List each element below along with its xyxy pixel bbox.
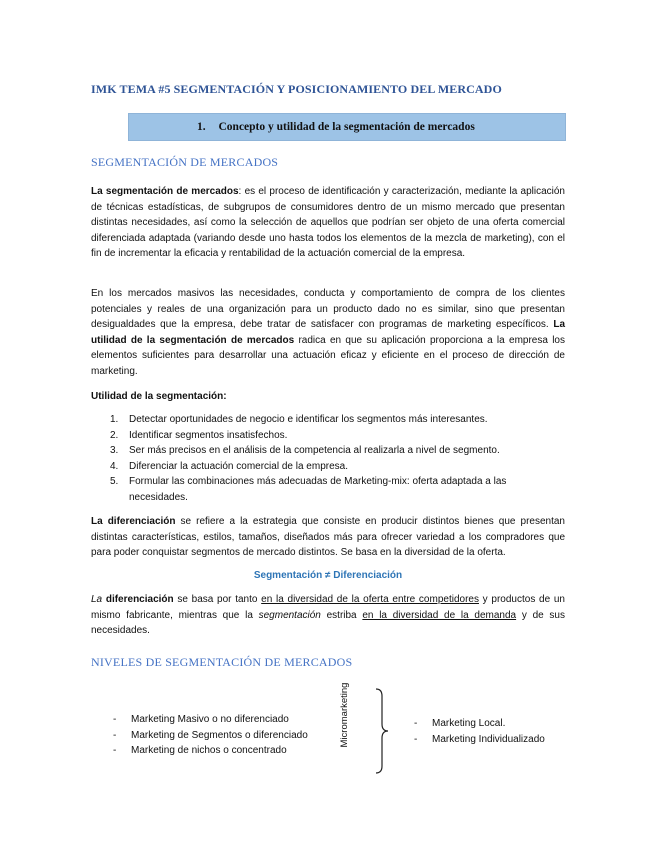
item-text: Formular las combinaciones más adecuadas de Marketing-mix: oferta adaptada a las necesidades. bbox=[129, 476, 507, 503]
section-banner bbox=[128, 113, 566, 141]
definicion-text: : es el proceso de identificación y caracterización, mediante la aplicación de técnicas estadísticas, de subgrupos de consumidores dentro de un mismo mercado que presentan distintas necesidades, así como la selección de aquellos que podrían ser objeto de una oferta comercial diferenciada adaptada (variando desde uno hasta todos los elementos de la mezcla de marketing), con el fin de incrementar la eficacia y rentabilidad de la actuación comercial de la empresa. bbox=[91, 186, 565, 259]
item-number: 5. bbox=[110, 476, 119, 487]
heading-niveles: NIVELES DE SEGMENTACIÓN DE MERCADOS bbox=[91, 655, 353, 669]
list-item bbox=[414, 716, 545, 732]
item-text: Marketing Local. bbox=[432, 718, 506, 729]
underline-oferta: en la diversidad de la oferta entre competidores bbox=[261, 594, 479, 605]
list-item bbox=[110, 428, 565, 444]
conclusion-article: La bbox=[91, 594, 103, 605]
item-text: Diferenciar la actuación comercial de la empresa. bbox=[129, 460, 348, 472]
dash: - bbox=[113, 714, 117, 725]
item-text: Detectar oportunidades de negocio e identificar los segmentos más interesantes. bbox=[129, 414, 488, 425]
paragraph-conclusion bbox=[91, 592, 565, 639]
niveles-right-list bbox=[414, 716, 545, 747]
mercados-text: En los mercados masivos las necesidades, conducta y comportamiento de compra de los clientes potenciales y reales de una organización para un producto dado no es similar, sino que presentan desigualdades que la empresa, debe tratar de satisfacer con programas de marketing específicos. bbox=[91, 288, 565, 330]
item-number: 4. bbox=[110, 460, 119, 472]
dash: - bbox=[414, 733, 418, 745]
item-text: Marketing de Segmentos o diferenciado bbox=[131, 729, 308, 741]
term-utilidad: La utilidad de la segmentación de mercados bbox=[91, 319, 566, 346]
list-item bbox=[110, 443, 565, 459]
item-number: 2. bbox=[110, 429, 119, 441]
formula-segmentacion-diferenciacion: Segmentación ≠ Diferenciación bbox=[253, 570, 403, 581]
niveles-left-list bbox=[113, 712, 308, 759]
conclusion-text: estriba bbox=[320, 609, 363, 621]
paragraph-diferenciacion bbox=[91, 514, 565, 561]
heading-segmentacion: SEGMENTACIÓN DE MERCADOS bbox=[91, 155, 279, 169]
term-segmentacion: La segmentación de mercados bbox=[91, 186, 239, 197]
conclusion-term: diferenciación bbox=[105, 594, 174, 605]
dash: - bbox=[414, 718, 418, 729]
section-number: 1. bbox=[197, 121, 206, 133]
section-label: Concepto y utilidad de la segmentación de mercados bbox=[218, 121, 475, 133]
paragraph-definicion bbox=[91, 184, 565, 262]
list-item bbox=[110, 474, 565, 505]
item-number: 1. bbox=[110, 414, 119, 425]
list-item bbox=[113, 728, 308, 744]
item-text: Marketing Individualizado bbox=[432, 733, 545, 745]
list-item bbox=[113, 712, 308, 728]
conclusion-text: y de sus necesidades. bbox=[91, 609, 565, 636]
micromarketing-label: Micromarketing bbox=[339, 682, 350, 748]
utilidad-text: radica en que su aplicación proporciona a la empresa los elementos suficientes para desarrollar una actuación eficaz y eficiente en el proceso de dirección de marketing. bbox=[91, 334, 565, 377]
utilidad-list bbox=[110, 412, 565, 505]
conclusion-term-segmentacion: segmentación bbox=[258, 609, 321, 621]
term-diferenciacion: La diferenciación bbox=[91, 516, 176, 527]
document-title: IMK TEMA #5 SEGMENTACIÓN Y POSICIONAMIENTO DEL MERCADO bbox=[91, 82, 502, 96]
conclusion-text: se basa por tanto bbox=[173, 594, 262, 605]
item-text: Ser más precisos en el análisis de la competencia al realizarla a nivel de segmento. bbox=[129, 445, 500, 456]
dash: - bbox=[113, 745, 117, 756]
item-text: Identificar segmentos insatisfechos. bbox=[129, 429, 288, 441]
paragraph-mercados-masivos bbox=[91, 286, 565, 379]
list-item bbox=[113, 743, 308, 759]
brace-icon bbox=[374, 688, 390, 774]
item-number: 3. bbox=[110, 445, 119, 456]
list-item bbox=[110, 459, 565, 475]
list-item bbox=[110, 412, 565, 428]
conclusion-text: y productos de un mismo fabricante, mientras que la bbox=[91, 594, 565, 621]
diferenciacion-text: se refiere a la estrategia que consiste en producir distintos bienes que presentan distintas características, estilos, tamaños, diseñados más para ofrecer variedad a los compradores que para poder conquistar segmentos de mercado distintos. Se basa en la diversidad de la oferta. bbox=[91, 516, 565, 558]
list-item bbox=[414, 732, 545, 748]
item-text: Marketing de nichos o concentrado bbox=[131, 745, 287, 756]
underline-demanda: en la diversidad de la demanda bbox=[362, 609, 517, 621]
dash: - bbox=[113, 729, 117, 741]
utilidad-heading: Utilidad de la segmentación: bbox=[91, 391, 227, 402]
item-text: Marketing Masivo o no diferenciado bbox=[131, 714, 289, 725]
